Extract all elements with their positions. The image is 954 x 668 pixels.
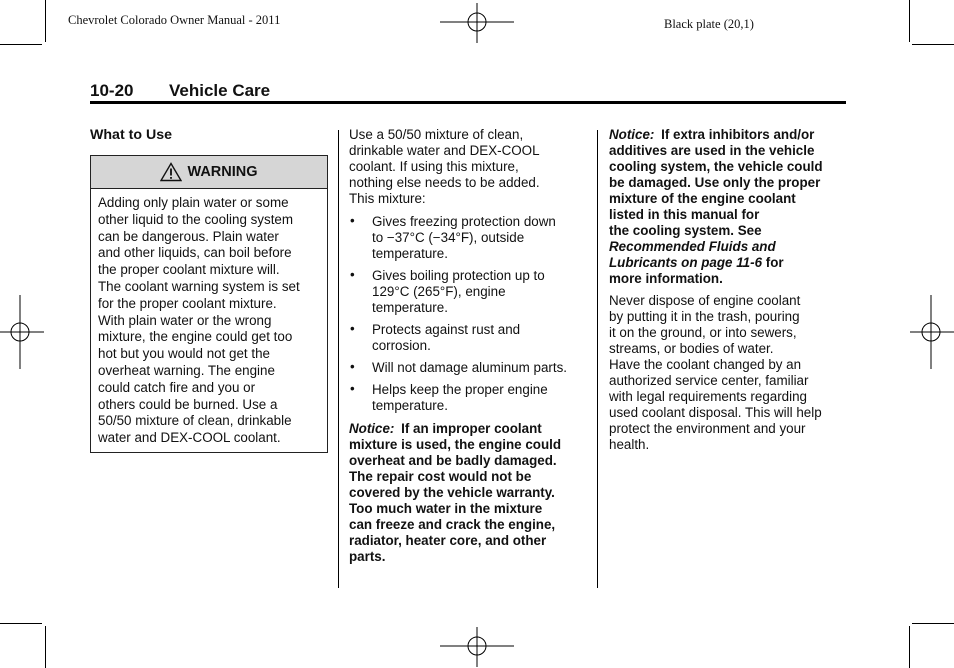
notice-inhibitors (609, 127, 849, 287)
section-title: Vehicle Care (169, 81, 271, 100)
notice-line: more information. (609, 271, 723, 286)
bullet-line: temperature. (372, 246, 448, 261)
bullet-line: to −37°C (−34°F), outside (372, 230, 525, 245)
warning-triangle-icon (160, 162, 182, 182)
what-to-use-heading: What to Use (90, 127, 172, 143)
warning-line: The coolant warning system is set (98, 278, 300, 294)
intro-line: drinkable water and DEX-COOL (349, 143, 540, 158)
coolant-benefits-list (349, 214, 589, 414)
notice-line (609, 175, 849, 191)
warning-line: overheat warning. The engine (98, 362, 275, 378)
disposal-paragraph (609, 293, 849, 453)
paragraph-line: Have the coolant changed by an (609, 357, 802, 372)
notice-text: mixture is used, the engine could (349, 437, 562, 452)
notice-text: can freeze and crack the engine, (349, 517, 556, 532)
crop-mark (909, 626, 910, 668)
cross-reference-link[interactable]: Recommended Fluids and (609, 239, 776, 254)
cross-reference-suffix: for (762, 255, 784, 270)
notice-line (349, 517, 589, 533)
notice-line (349, 501, 589, 517)
notice-text: If an improper coolant (401, 421, 542, 436)
intro-line: This mixture: (349, 191, 426, 206)
crop-mark (912, 44, 954, 45)
bullet-line: 129°C (265°F), engine (372, 284, 506, 299)
notice-text: the cooling system. See (609, 223, 762, 238)
notice-line (349, 453, 589, 469)
crop-mark (45, 626, 46, 668)
warning-title: WARNING (187, 164, 258, 180)
paragraph-line: health. (609, 437, 650, 452)
notice-line (349, 549, 589, 565)
section-header (90, 81, 270, 101)
warning-text (91, 189, 327, 453)
registration-mark-right (910, 295, 954, 369)
bullet-item (349, 322, 589, 354)
coolant-intro (349, 127, 589, 207)
crop-mark (909, 0, 910, 42)
bullet-line: temperature. (372, 398, 448, 413)
section-number: 10-20 (90, 81, 134, 100)
manual-title: Chevrolet Colorado Owner Manual - 2011 (68, 13, 281, 27)
notice-text: covered by the vehicle warranty. (349, 485, 555, 500)
bullet-line: • Gives boiling protection up to (372, 268, 545, 283)
notice-text: be damaged. Use only the proper (609, 175, 821, 190)
registration-mark-top (440, 3, 514, 43)
bullet-line: • Protects against rust and (372, 322, 521, 337)
registration-mark-bottom (440, 627, 514, 667)
bullet-item (349, 214, 589, 262)
paragraph-line: with legal requirements regarding (609, 389, 807, 404)
cross-reference-link-page[interactable]: Lubricants on page 11-6 (609, 255, 763, 270)
bullet-line: • Will not damage aluminum parts. (372, 360, 567, 375)
intro-line: nothing else needs to be added. (349, 175, 540, 190)
warning-line: and other liquids, can boil before (98, 245, 292, 261)
bullet-line: • Gives freezing protection down (372, 214, 556, 229)
notice-line (609, 127, 849, 143)
notice-text: The repair cost would not be (349, 469, 532, 484)
paragraph-line: by putting it in the trash, pouring (609, 309, 800, 324)
notice-line (609, 191, 849, 207)
section-rule (90, 101, 846, 104)
warning-line: can be dangerous. Plain water (98, 228, 279, 244)
notice-label: Notice: (349, 421, 395, 436)
paragraph-line: Never dispose of engine coolant (609, 293, 801, 308)
cross-reference-line (609, 255, 849, 271)
bullet-item (349, 268, 589, 316)
warning-line: other liquid to the cooling system (98, 211, 294, 227)
notice-line (349, 533, 589, 549)
column-divider-1 (338, 130, 339, 588)
notice-text: radiator, heater core, and other (349, 533, 547, 548)
warning-line: hot but you would not get the (98, 346, 270, 362)
paragraph-line: used coolant disposal. This will help (609, 405, 822, 420)
notice-improper-coolant (349, 421, 589, 565)
warning-box (90, 155, 328, 453)
bullet-line: corrosion. (372, 338, 431, 353)
notice-text: overheat and be badly damaged. (349, 453, 557, 468)
warning-line: others could be burned. Use a (98, 396, 278, 412)
paragraph-line: streams, or bodies of water. (609, 341, 774, 356)
registration-mark-left (0, 295, 44, 369)
plate-label: Black plate (20,1) (664, 17, 754, 31)
intro-line: coolant. If using this mixture, (349, 159, 519, 174)
notice-line (609, 143, 849, 159)
notice-line (609, 207, 849, 223)
warning-line: mixture, the engine could get too (98, 329, 293, 345)
intro-line: Use a 50/50 mixture of clean, (349, 127, 524, 142)
notice-label: Notice: (609, 127, 655, 142)
notice-text: Too much water in the mixture (349, 501, 543, 516)
warning-line: could catch fire and you or (98, 379, 256, 395)
notice-text: listed in this manual for (609, 207, 760, 222)
warning-header (91, 156, 327, 189)
notice-line (349, 469, 589, 485)
notice-text: parts. (349, 549, 386, 564)
crop-mark (45, 0, 46, 42)
warning-line: for the proper coolant mixture. (98, 295, 277, 311)
bullet-item (349, 360, 589, 376)
bullet-line: • Helps keep the proper engine (372, 382, 548, 397)
crop-mark (0, 44, 42, 45)
crop-mark (912, 623, 954, 624)
notice-line (349, 437, 589, 453)
notice-text: cooling system, the vehicle could (609, 159, 823, 174)
notice-line (609, 223, 849, 239)
paragraph-line: it on the ground, or into sewers, (609, 325, 797, 340)
warning-line: water and DEX-COOL coolant. (98, 430, 281, 446)
notice-text: If extra inhibitors and/or (661, 127, 815, 142)
warning-line: 50/50 mixture of clean, drinkable (98, 413, 292, 429)
column-3 (609, 127, 849, 453)
bullet-line: temperature. (372, 300, 448, 315)
notice-text: additives are used in the vehicle (609, 143, 815, 158)
warning-line: the proper coolant mixture will. (98, 262, 280, 278)
notice-line (349, 485, 589, 501)
warning-line: Adding only plain water or some (98, 195, 289, 210)
bullet-item (349, 382, 589, 414)
crop-mark (0, 623, 42, 624)
paragraph-line: protect the environment and your (609, 421, 806, 436)
column-2 (349, 127, 589, 565)
column-divider-2 (597, 130, 598, 588)
notice-text: mixture of the engine coolant (609, 191, 796, 206)
notice-line (349, 421, 589, 437)
paragraph-line: authorized service center, familiar (609, 373, 809, 388)
notice-line (609, 159, 849, 175)
warning-line: With plain water or the wrong (98, 312, 272, 328)
